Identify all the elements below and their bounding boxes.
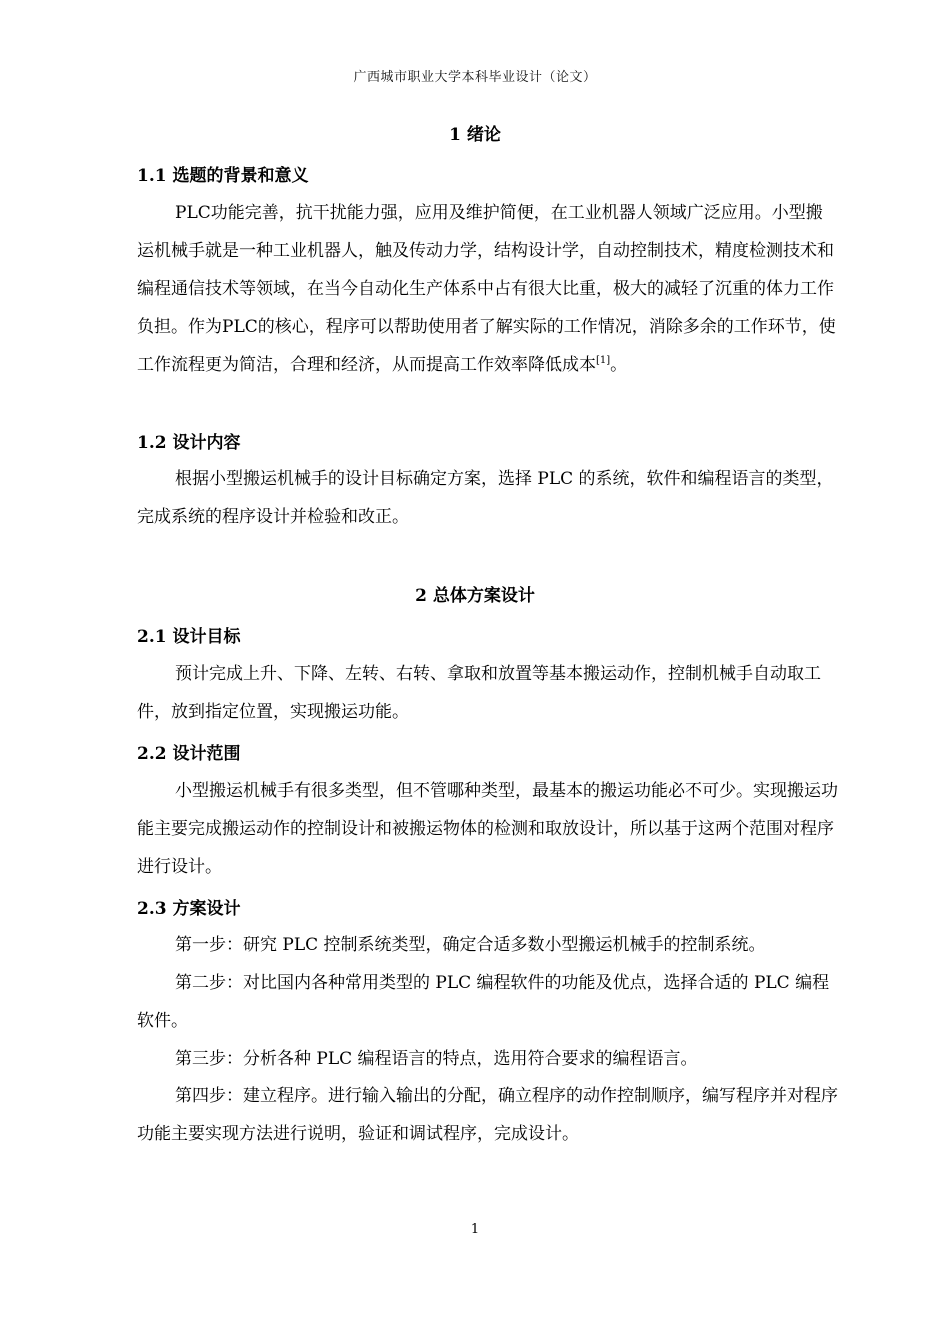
section-1-1-title: 1.1 选题的背景和意义	[137, 166, 309, 186]
paragraph-end: 。	[610, 355, 628, 375]
page-header: 广西城市职业大学本科毕业设计（论文）	[353, 70, 597, 85]
step-2-paragraph: 第二步：对比国内各种常用类型的 PLC 编程软件的功能及优点，选择合适的 PLC 编程软件。	[137, 973, 830, 1031]
section-1-2-paragraph: 根据小型搬运机械手的设计目标确定方案，选择 PLC 的系统，软件和编程语言的类型，完成系统的程序设计并检验和改正。	[137, 469, 834, 527]
chapter-2-title: 2 总体方案设计	[415, 586, 535, 606]
step-3-paragraph: 第三步：分析各种 PLC 编程语言的特点，选用符合要求的编程语言。	[175, 1049, 698, 1069]
citation-ref: [1]	[596, 355, 611, 366]
section-2-2-title: 2.2 设计范围	[137, 744, 241, 764]
section-1-2-title: 1.2 设计内容	[137, 433, 241, 453]
section-2-2-paragraph: 小型搬运机械手有很多类型，但不管哪种类型，最基本的搬运功能必不可少。实现搬运功能主要完成搬运动作的控制设计和被搬运物体的检测和取放设计，所以基于这两个范围对程序进行设计。	[137, 781, 838, 877]
section-2-1-title: 2.1 设计目标	[137, 627, 241, 647]
step-4-paragraph: 第四步：建立程序。进行输入输出的分配，确立程序的动作控制顺序，编写程序并对程序功能主要实现方法进行说明，验证和调试程序，完成设计。	[137, 1086, 838, 1144]
chapter-1-title: 1 绪论	[449, 125, 501, 145]
page-number: 1	[470, 1222, 480, 1237]
section-2-3-title: 2.3 方案设计	[137, 899, 241, 919]
section-2-1-paragraph: 预计完成上升、下降、左转、右转、拿取和放置等基本搬运动作，控制机械手自动取工件，放到指定位置，实现搬运功能。	[137, 664, 821, 722]
paragraph-text: PLC功能完善，抗干扰能力强，应用及维护简便，在工业机器人领域广泛应用。小型搬运机械手就是一种工业机器人，触及传动力学，结构设计学，自动控制技术，精度检测技术和编程通信技术等领域，在当今自动化生产体系中占有很大比重，极大的减轻了沉重的体力工作负担。作为PLC的核心，程序可以帮助使用者了解实际的工作情况，消除多余的工作环节，使工作流程更为简洁，合理和经济，从而提高工作效率降低成本	[137, 203, 836, 375]
step-1-paragraph: 第一步：研究 PLC 控制系统类型，确定合适多数小型搬运机械手的控制系统。	[175, 935, 766, 955]
section-1-1-paragraph	[137, 194, 839, 384]
